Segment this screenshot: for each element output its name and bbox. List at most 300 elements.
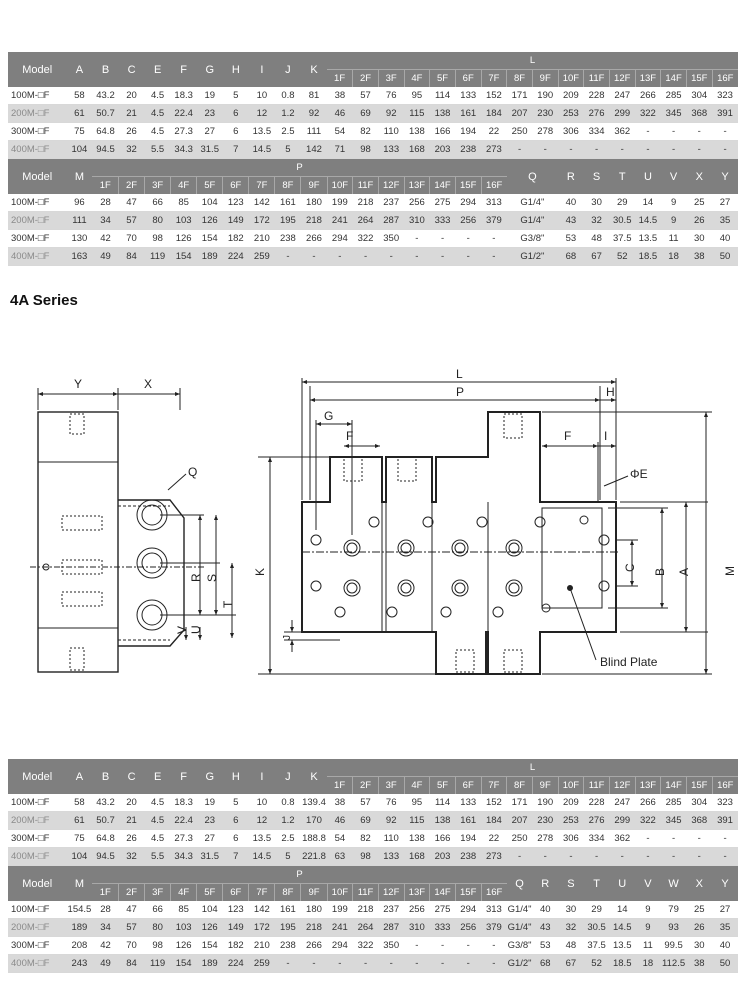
tail-header: Y [712, 159, 738, 195]
p-cell: 126 [171, 937, 197, 955]
tail-cell: 35 [712, 212, 738, 230]
tail-header: S [558, 866, 584, 902]
p-cell: 142 [249, 194, 275, 212]
table-row [8, 248, 738, 266]
l-col-header: 3F [378, 777, 404, 795]
dim-cell: 111 [301, 123, 327, 141]
model-cell: 100M-□F [8, 901, 66, 919]
model-header: Model [8, 759, 66, 794]
dim-cell: 43.2 [92, 794, 118, 812]
p-cell: - [378, 248, 404, 266]
dim-cell: 5 [275, 141, 301, 159]
l-col-header: 14F [661, 70, 687, 88]
l-cell: 63 [327, 848, 353, 866]
p-cell: 126 [171, 230, 197, 248]
l-cell: 46 [327, 105, 353, 123]
l-col-header: 15F [686, 70, 712, 88]
spec-table-top [8, 52, 738, 266]
tail-cell: 11 [661, 230, 687, 248]
l-cell: 133 [455, 87, 481, 105]
l-cell: 38 [327, 87, 353, 105]
l-cell: 238 [455, 141, 481, 159]
p-col-header: 8F [275, 884, 301, 902]
tail-cell: 13.5 [609, 937, 635, 955]
dim-cell: 6 [223, 812, 249, 830]
m-cell: 189 [66, 919, 92, 937]
p-cell: 182 [223, 230, 249, 248]
p-cell: - [378, 955, 404, 973]
p-cell: 287 [378, 212, 404, 230]
dim-cell: 20 [119, 794, 145, 812]
p-col-header: 15F [455, 884, 481, 902]
l-cell: 247 [609, 794, 635, 812]
p-cell: 42 [92, 937, 118, 955]
model-header: Model [8, 52, 66, 87]
dim-header: E [145, 52, 171, 87]
dim-cell: 32 [119, 848, 145, 866]
p-cell: 275 [430, 901, 456, 919]
p-cell: 154 [171, 248, 197, 266]
tail-cell: 29 [609, 194, 635, 212]
p-cell: 42 [92, 230, 118, 248]
section-title: 4A Series [10, 292, 78, 309]
dim-cell: 34.3 [171, 848, 197, 866]
tail-cell: 79 [661, 901, 687, 919]
label-U: U [189, 625, 203, 634]
l-cell: 207 [507, 105, 533, 123]
table-row [8, 87, 738, 105]
p-col-header: 5F [197, 177, 223, 195]
l-cell: 38 [327, 794, 353, 812]
dim-cell: 12 [249, 105, 275, 123]
p-cell: 66 [145, 194, 171, 212]
tail-cell: 30 [686, 937, 712, 955]
l-cell: - [661, 123, 687, 141]
l-cell: 114 [430, 794, 456, 812]
l-cell: - [584, 848, 610, 866]
model-header: Model [8, 866, 66, 902]
l-col-header: 9F [532, 70, 558, 88]
label-P: P [456, 385, 465, 399]
l-cell: 133 [455, 794, 481, 812]
table-row [8, 937, 738, 955]
dim-cell: 14.5 [249, 141, 275, 159]
l-cell: - [686, 830, 712, 848]
tail-cell: 30 [558, 901, 584, 919]
tail-header: T [609, 159, 635, 195]
dim-cell: 26 [119, 123, 145, 141]
l-cell: 71 [327, 141, 353, 159]
l-col-header: 8F [507, 777, 533, 795]
tail-cell: 38 [686, 955, 712, 973]
l-cell: 362 [609, 123, 635, 141]
tail-cell: 9 [635, 901, 661, 919]
p-cell: - [430, 230, 456, 248]
p-col-header: 14F [430, 884, 456, 902]
l-cell: - [712, 141, 738, 159]
p-cell: 310 [404, 212, 430, 230]
p-cell: 149 [223, 212, 249, 230]
p-cell: 123 [223, 901, 249, 919]
p-col-header: 8F [275, 177, 301, 195]
l-cell: - [558, 848, 584, 866]
l-cell: 184 [481, 105, 507, 123]
p-cell: 237 [378, 901, 404, 919]
tail-cell: 40 [532, 901, 558, 919]
l-cell: 230 [532, 812, 558, 830]
m-cell: 96 [66, 194, 92, 212]
p-col-header: 16F [481, 177, 507, 195]
l-cell: 238 [455, 848, 481, 866]
label-blind-plate: Blind Plate [600, 655, 658, 669]
tail-cell: 9 [661, 194, 687, 212]
p-cell: 70 [119, 230, 145, 248]
l-cell: 152 [481, 87, 507, 105]
l-cell: 323 [712, 87, 738, 105]
p-col-header: 3F [145, 177, 171, 195]
tail-cell: G1/2" [507, 955, 533, 973]
p-cell: 256 [455, 919, 481, 937]
table-row [8, 919, 738, 937]
p-cell: - [455, 230, 481, 248]
p-cell: 84 [119, 248, 145, 266]
l-cell: 115 [404, 105, 430, 123]
p-col-header: 4F [171, 177, 197, 195]
dim-cell: 64.8 [92, 830, 118, 848]
dim-cell: 6 [223, 105, 249, 123]
dim-cell: 5 [275, 848, 301, 866]
tail-header: R [558, 159, 584, 195]
dim-cell: 23 [197, 105, 223, 123]
l-cell: 98 [353, 848, 379, 866]
dim-cell: 50.7 [92, 105, 118, 123]
tail-cell: 13.5 [635, 230, 661, 248]
table-row [8, 848, 738, 866]
p-col-header: 2F [119, 884, 145, 902]
l-header: L [327, 52, 738, 70]
p-cell: 195 [275, 919, 301, 937]
dim-cell: 23 [197, 812, 223, 830]
l-cell: 161 [455, 812, 481, 830]
p-cell: 379 [481, 919, 507, 937]
table-row [8, 123, 738, 141]
l-cell: 368 [686, 812, 712, 830]
tail-header: V [635, 866, 661, 902]
dim-cell: 94.5 [92, 141, 118, 159]
l-cell: 69 [353, 812, 379, 830]
p-cell: 310 [404, 919, 430, 937]
l-cell: - [532, 848, 558, 866]
tail-header: U [635, 159, 661, 195]
p-cell: - [430, 248, 456, 266]
p-cell: 47 [119, 194, 145, 212]
p-col-header: 15F [455, 177, 481, 195]
label-R: R [189, 573, 203, 582]
l-cell: 334 [584, 123, 610, 141]
l-cell: 98 [353, 141, 379, 159]
l-cell: 278 [532, 830, 558, 848]
model-cell: 400M-□F [8, 955, 66, 973]
model-cell: 200M-□F [8, 812, 66, 830]
label-Q: Q [188, 465, 198, 479]
l-cell: 247 [609, 87, 635, 105]
label-I: I [604, 429, 608, 443]
dim-cell: 14.5 [249, 848, 275, 866]
p-cell: 189 [197, 248, 223, 266]
p-cell: 238 [275, 937, 301, 955]
l-cell: 273 [481, 848, 507, 866]
l-cell: 133 [378, 848, 404, 866]
p-cell: 259 [249, 248, 275, 266]
dim-cell: 5.5 [145, 848, 171, 866]
tail-cell: 40 [712, 937, 738, 955]
p-cell: - [481, 230, 507, 248]
tail-cell: 30 [686, 230, 712, 248]
table-row [8, 830, 738, 848]
p-cell: 256 [404, 194, 430, 212]
label-J: J [282, 635, 293, 640]
l-col-header: 16F [712, 70, 738, 88]
l-cell: 362 [609, 830, 635, 848]
dim-cell: 27 [197, 830, 223, 848]
p-cell: 80 [145, 919, 171, 937]
p-cell: 189 [197, 955, 223, 973]
tail-cell: 18 [635, 955, 661, 973]
technical-drawing [0, 330, 750, 760]
m-cell: 130 [66, 230, 92, 248]
p-cell: 287 [378, 919, 404, 937]
tail-cell: 26 [686, 212, 712, 230]
p-cell: 80 [145, 212, 171, 230]
dim-cell: 32 [119, 141, 145, 159]
p-cell: 154 [197, 230, 223, 248]
l-col-header: 16F [712, 777, 738, 795]
l-cell: 203 [430, 141, 456, 159]
p-col-header: 12F [378, 884, 404, 902]
header-row [8, 759, 738, 777]
l-cell: 46 [327, 812, 353, 830]
p-cell: 256 [404, 901, 430, 919]
l-cell: 278 [532, 123, 558, 141]
dim-header: C [119, 759, 145, 794]
l-cell: - [532, 141, 558, 159]
l-cell: 69 [353, 105, 379, 123]
l-cell: - [686, 123, 712, 141]
p-header: P [92, 866, 506, 884]
spec-table-bottom [8, 759, 738, 973]
l-cell: 168 [404, 141, 430, 159]
tail-header: Q [507, 159, 558, 195]
l-cell: 207 [507, 812, 533, 830]
l-cell: 391 [712, 105, 738, 123]
p-cell: 259 [249, 955, 275, 973]
p-cell: 241 [327, 212, 353, 230]
dim-cell: 10 [249, 794, 275, 812]
label-K: K [253, 567, 267, 576]
tail-cell: 50 [712, 955, 738, 973]
dim-cell: 94.5 [92, 848, 118, 866]
dim-cell: 221.8 [301, 848, 327, 866]
p-cell: 241 [327, 919, 353, 937]
header-row [8, 52, 738, 70]
l-cell: 57 [353, 794, 379, 812]
tail-cell: 14 [635, 194, 661, 212]
tail-cell: 18 [661, 248, 687, 266]
dim-cell: 19 [197, 794, 223, 812]
l-cell: 194 [455, 830, 481, 848]
dim-cell: 104 [66, 141, 92, 159]
p-col-header: 10F [327, 884, 353, 902]
tail-cell: 9 [635, 919, 661, 937]
l-col-header: 13F [635, 70, 661, 88]
p-cell: - [430, 937, 456, 955]
model-cell: 200M-□F [8, 919, 66, 937]
tail-cell: 25 [686, 901, 712, 919]
dim-cell: 20 [119, 87, 145, 105]
l-cell: 138 [404, 830, 430, 848]
model-cell: 300M-□F [8, 830, 66, 848]
tail-cell: 67 [558, 955, 584, 973]
tail-header: X [686, 866, 712, 902]
l-col-header: 4F [404, 70, 430, 88]
label-F-left: F [346, 429, 354, 443]
dim-cell: 61 [66, 105, 92, 123]
model-cell: 400M-□F [8, 848, 66, 866]
l-cell: 54 [327, 123, 353, 141]
m-cell: 163 [66, 248, 92, 266]
l-cell: - [712, 848, 738, 866]
label-Y: Y [74, 377, 83, 391]
dim-cell: 139.4 [301, 794, 327, 812]
l-cell: - [661, 848, 687, 866]
l-cell: 276 [584, 812, 610, 830]
header-row [8, 159, 738, 177]
p-col-header: 12F [378, 177, 404, 195]
tail-cell: 50 [712, 248, 738, 266]
model-cell: 200M-□F [8, 212, 66, 230]
tail-header: W [661, 866, 687, 902]
l-header: L [327, 759, 738, 777]
p-cell: 161 [275, 194, 301, 212]
l-col-header: 1F [327, 70, 353, 88]
l-cell: 285 [661, 794, 687, 812]
l-cell: 209 [558, 87, 584, 105]
p-cell: 84 [119, 955, 145, 973]
dim-cell: 6 [223, 830, 249, 848]
p-cell: 180 [301, 901, 327, 919]
l-cell: - [635, 123, 661, 141]
p-cell: 126 [197, 919, 223, 937]
tail-header: U [609, 866, 635, 902]
dim-cell: 21 [119, 812, 145, 830]
p-cell: 195 [275, 212, 301, 230]
l-cell: - [507, 848, 533, 866]
p-cell: 57 [119, 919, 145, 937]
l-col-header: 7F [481, 70, 507, 88]
p-cell: 57 [119, 212, 145, 230]
dim-cell: 4.5 [145, 123, 171, 141]
p-cell: 142 [249, 901, 275, 919]
model-cell: 300M-□F [8, 937, 66, 955]
p-cell: - [327, 248, 353, 266]
p-col-header: 13F [404, 884, 430, 902]
p-cell: 98 [145, 937, 171, 955]
p-cell: 264 [353, 212, 379, 230]
p-col-header: 11F [353, 177, 379, 195]
l-cell: 345 [661, 105, 687, 123]
tail-cell: G1/4" [507, 919, 533, 937]
tail-cell: G1/4" [507, 194, 558, 212]
dim-header: A [66, 52, 92, 87]
l-cell: 138 [430, 105, 456, 123]
p-cell: - [455, 955, 481, 973]
tail-cell: 93 [661, 919, 687, 937]
p-cell: - [404, 230, 430, 248]
l-cell: 299 [609, 812, 635, 830]
dim-header: C [119, 52, 145, 87]
tail-cell: G1/4" [507, 901, 533, 919]
l-cell: 209 [558, 794, 584, 812]
l-col-header: 2F [353, 777, 379, 795]
dim-header: B [92, 759, 118, 794]
l-cell: 57 [353, 87, 379, 105]
dim-cell: 13.5 [249, 123, 275, 141]
p-cell: 266 [301, 230, 327, 248]
l-cell: - [558, 141, 584, 159]
l-col-header: 10F [558, 70, 584, 88]
dim-header: B [92, 52, 118, 87]
dim-cell: 1.2 [275, 812, 301, 830]
tail-cell: 25 [686, 194, 712, 212]
table-row [8, 194, 738, 212]
p-cell: 103 [171, 212, 197, 230]
p-cell: - [430, 955, 456, 973]
dim-cell: 2.5 [275, 123, 301, 141]
dim-cell: 50.7 [92, 812, 118, 830]
l-cell: - [712, 123, 738, 141]
label-B: B [653, 567, 667, 576]
l-cell: 114 [430, 87, 456, 105]
dim-cell: 4.5 [145, 87, 171, 105]
l-col-header: 13F [635, 777, 661, 795]
p-cell: - [327, 955, 353, 973]
l-cell: - [661, 141, 687, 159]
p-cell: 98 [145, 230, 171, 248]
model-cell: 100M-□F [8, 87, 66, 105]
p-col-header: 7F [249, 177, 275, 195]
dim-cell: 21 [119, 105, 145, 123]
l-cell: 82 [353, 830, 379, 848]
tail-cell: 14 [609, 901, 635, 919]
l-cell: 133 [378, 141, 404, 159]
dim-cell: 12 [249, 812, 275, 830]
table-row [8, 141, 738, 159]
l-cell: - [584, 141, 610, 159]
l-cell: 166 [430, 830, 456, 848]
l-cell: 115 [404, 812, 430, 830]
dim-cell: 22.4 [171, 105, 197, 123]
tail-cell: 37.5 [584, 937, 610, 955]
l-cell: 323 [712, 794, 738, 812]
dim-cell: 58 [66, 794, 92, 812]
tail-cell: G3/8" [507, 937, 533, 955]
p-col-header: 7F [249, 884, 275, 902]
m-cell: 243 [66, 955, 92, 973]
l-col-header: 4F [404, 777, 430, 795]
p-cell: 49 [92, 955, 118, 973]
p-cell: 126 [197, 212, 223, 230]
l-col-header: 5F [430, 70, 456, 88]
